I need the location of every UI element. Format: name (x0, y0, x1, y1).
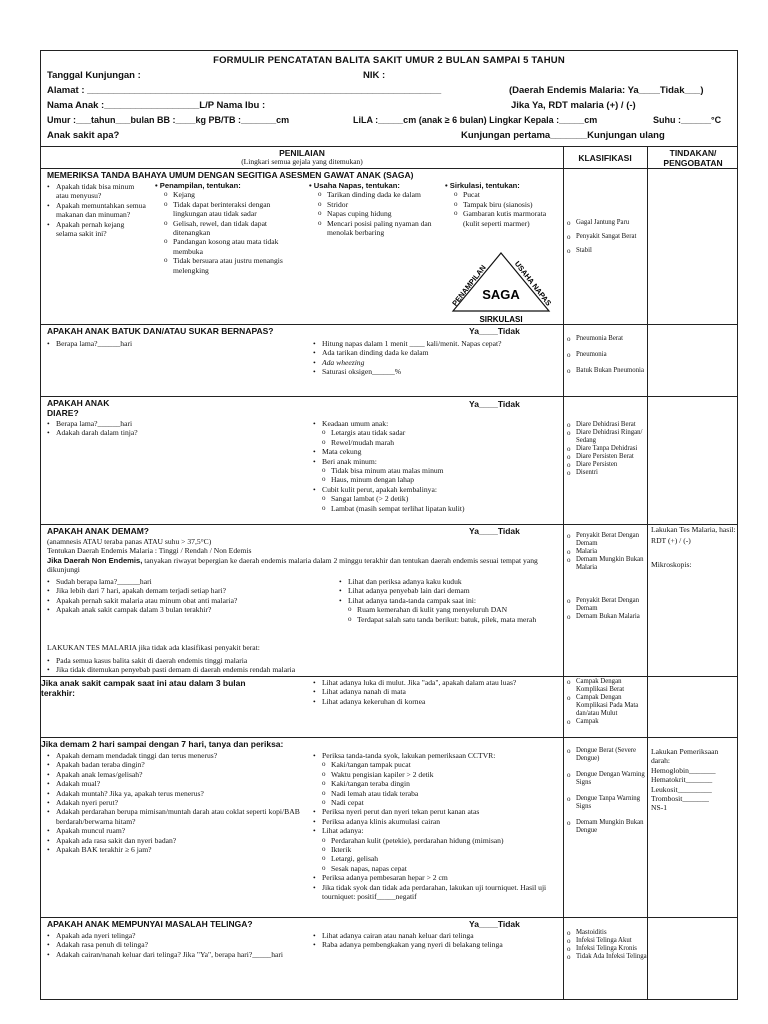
penilaian-header: PENILAIAN (279, 148, 325, 158)
saga-triangle-diagram (441, 247, 559, 325)
list-item: • Lihat adanya cairan atau nanah keluar dari telinga (313, 931, 557, 940)
triangle-label-sirkulasi: SIRKULASI (479, 315, 523, 324)
list-item: • Apakah tidak bisa minum atau menyusu? (47, 182, 147, 201)
list-item: • Hitung napas dalam 1 menit ____ kali/menit. Napas cepat? (313, 339, 553, 348)
list-item: • Berapa lama?______hari (47, 419, 297, 428)
ns1-field[interactable]: NS-1 (651, 803, 668, 813)
dengue-checks (313, 751, 557, 902)
list-item: • Apakah pernah sakit malaria atau minum obat anti malaria? (47, 596, 309, 605)
list-item: o Tidak Ada Infeksi Telinga (567, 953, 647, 961)
list-item: • Lihat adanya nanah di mata (313, 687, 557, 696)
batuk-heading: APAKAH ANAK BATUK DAN/ATAU SUKAR BERNAPAS? (47, 326, 274, 336)
dengue-questions (47, 751, 309, 854)
list-item: o Diare Tanpa Dehidrasi (567, 445, 647, 453)
dengue-tindakan (651, 747, 737, 813)
list-item: • Apakah badan teraba dingin? (47, 760, 309, 769)
list-item: o Tidak bisa minum atau malas minum (322, 466, 553, 475)
list-item: o Gagal Jantung Paru (567, 219, 647, 227)
list-item: o Diare Dehidrasi Ringan/ Sedang (567, 429, 647, 445)
list-item: o Sangat lambat (> 2 detik) (322, 494, 553, 503)
list-item: • Apakah memuntahkan semua makanan dan minuman? (47, 201, 147, 220)
row-divider (41, 737, 737, 738)
saga-klasifikasi (567, 219, 647, 255)
list-item: • Apakah demam mendadak tinggi dan terus menerus? (47, 751, 309, 760)
list-item: o Dengue Berat (Severe Dengue) (567, 747, 647, 763)
alamat-field[interactable]: Alamat : ___________________________________________________________________ (47, 85, 442, 96)
kunjungan-field[interactable]: Kunjungan pertama_______Kunjungan ulang (461, 130, 665, 141)
rdt-result[interactable]: RDT (+) / (-) (651, 536, 691, 546)
list-item: • Apakah anak sakit campak dalam 3 bulan terakhir? (47, 605, 309, 614)
list-item: • Periksa tanda-tanda syok, lakukan pemeriksaan CCTVR: (313, 751, 557, 760)
list-item: • Lihat adanya luka di mulut. Jika "ada", apakah dalam atau luas? (313, 678, 557, 687)
list-item: • Lihat dan periksa adanya kaku kuduk (339, 577, 557, 586)
list-item: • Saturasi oksigen______% (313, 367, 553, 376)
list-item: o Perdarahan kulit (petekie), perdarahan hidung (mimisan) (322, 836, 557, 845)
form-title: FORMULIR PENCATATAN BALITA SAKIT UMUR 2 BULAN SAMPAI 5 TAHUN (213, 55, 565, 66)
list-item: o Stridor (318, 200, 439, 209)
list-item: o Diare Dehidrasi Berat (567, 421, 647, 429)
list-item: o Pucat (454, 190, 559, 199)
list-item: • Adakah nyeri perut? (47, 798, 309, 807)
campak-klasifikasi (567, 678, 647, 726)
list-item: • Lihat adanya penyebab lain dari demam (339, 586, 557, 595)
demam-line-3-bold: Jika Daerah Non Endemis, (47, 556, 143, 565)
diare-klasifikasi (567, 421, 647, 477)
saga-heading: MEMERIKSA TANDA BAHAYA UMUM DENGAN SEGITIGA ASESMEN GAWAT ANAK (SAGA) (47, 170, 414, 180)
list-item: o Infeksi Telinga Akut (567, 937, 647, 945)
campak-heading: Jika anak sakit campak saat ini atau dalam 3 bulan terakhir: (41, 678, 246, 698)
telinga-klasifikasi (567, 929, 647, 961)
list-item: o Rewel/mudah marah (322, 438, 553, 447)
batuk-ya-tidak[interactable]: Ya____Tidak (469, 326, 520, 336)
row-divider (41, 917, 737, 918)
col-divider-2 (647, 146, 648, 999)
list-item: o Waktu pengisian kapiler > 2 detik (322, 770, 557, 779)
list-item: o Kejang (164, 190, 295, 199)
penilaian-subheader: (Lingkari semua gejala yang ditemukan) (241, 157, 363, 166)
hemoglobin-field[interactable]: Hemoglobin_______ (651, 765, 716, 775)
list-item: o Gelisah, rewel, dan tidak dapat ditenangkan (164, 219, 295, 238)
demam-checks (339, 577, 557, 624)
batuk-klasifikasi (567, 335, 647, 375)
list-item: • Apakah BAK terakhir ≥ 6 jam? (47, 845, 309, 854)
demam-heading: APAKAH ANAK DEMAM? (47, 526, 149, 536)
triangle-label-penampilan: PENAMPILAN (450, 263, 488, 308)
diare-questions (47, 419, 297, 438)
trombosit-field[interactable]: Trombosit_______ (651, 794, 709, 804)
tindakan-header: TINDAKAN/ PENGOBATAN (663, 148, 723, 168)
list-item: o Ruam kemerahan di kulit yang menyeluruh DAN (348, 605, 557, 614)
nik-field[interactable]: NIK : (363, 70, 386, 81)
telinga-ya-tidak[interactable]: Ya____Tidak (469, 919, 520, 929)
row-divider (41, 676, 737, 677)
row-divider (41, 324, 737, 325)
list-item: • Sudah berapa lama?______hari (47, 577, 309, 586)
list-item: o Napas cuping hidung (318, 209, 439, 218)
tes-malaria-list (47, 656, 557, 675)
sirkulasi-heading: • Sirkulasi, tentukan: (445, 181, 520, 190)
list-item: • Jika tidak ditemukan penyebab pasti demam di daerah endemis rendah malaria (47, 665, 557, 674)
list-item: o Kaki/tangan tampak pucat (322, 760, 557, 769)
leukosit-field[interactable]: Leukosit_________ (651, 784, 712, 794)
demam-klasifikasi-2 (567, 597, 647, 621)
list-item: o Demam Mungkin Bukan Malaria (567, 556, 647, 572)
triangle-label-usaha-napas: USAHA NAPAS (512, 259, 554, 308)
list-item: • Adakah mual? (47, 779, 309, 788)
list-item: • Apakah muncul ruam? (47, 826, 309, 835)
list-item: o Nadi cepat (322, 798, 557, 807)
anak-sakit-apa-field[interactable]: Anak sakit apa? (47, 130, 120, 141)
telinga-checks (313, 931, 557, 950)
list-item: o Tidak dapat berinteraksi dengan lingkungan atau tidak sadar (164, 200, 295, 219)
list-item: o Gambaran kutis marmorata (kulit seperti marmer) (454, 209, 559, 228)
suhu-field[interactable]: Suhu :______°C (653, 115, 722, 125)
list-item: • Lihat adanya kekeruhan di kornea (313, 697, 557, 706)
demam-questions (47, 577, 309, 615)
hematokrit-field[interactable]: Hematokrit_______ (651, 775, 713, 785)
mikroskopis-result[interactable]: Mikroskopis: (651, 559, 692, 569)
list-item: • Mata cekung (313, 447, 553, 456)
list-item: o Penyakit Berat Dengan Demam (567, 532, 647, 548)
list-item: o Tampak biru (sianosis) (454, 200, 559, 209)
triangle-label-saga: SAGA (482, 287, 520, 302)
list-item: • Adakah perdarahan berupa mimisan/muntah darah atau coklat seperti kopi/BAB berdarah/berwarna hitam? (47, 807, 309, 826)
dengue-klasifikasi (567, 747, 647, 835)
col-divider-1 (563, 146, 564, 999)
list-item: o Tarikan dinding dada ke dalam (318, 190, 439, 199)
list-item: • Periksa nyeri perut dan nyeri tekan perut kanan atas (313, 807, 557, 816)
usaha-napas-group (309, 181, 439, 237)
list-item: o Mencari posisi paling nyaman dan menolak berbaring (318, 219, 439, 238)
list-item: o Mastoiditis (567, 929, 647, 937)
list-item: o Demam Bukan Malaria (567, 613, 647, 621)
demam-ya-tidak[interactable]: Ya____Tidak (469, 526, 520, 536)
list-item: • Ada tarikan dinding dada ke dalam (313, 348, 553, 357)
campak-checks (313, 678, 557, 706)
umur-bb-pb-field[interactable]: Umur :___tahun___bulan BB :____kg PB/TB :_______cm (47, 115, 290, 125)
demam-line-3-text: tanyakan riwayat bepergian ke daerah endemis malaria dalam 2 minggu terakhir dan tentukan daerah endemis sesuai tempat yang dikunjungi (47, 556, 538, 575)
header-bottom-border (41, 168, 737, 169)
diare-ya-tidak[interactable]: Ya____Tidak (469, 399, 520, 409)
list-item: o Stabil (567, 247, 647, 255)
list-item: o Pneumonia Berat (567, 335, 647, 343)
list-item: o Disentri (567, 469, 647, 477)
list-item: • Cubit kulit perut, apakah kembalinya: (313, 485, 553, 494)
list-item: o Sesak napas, napas cepat (322, 864, 557, 873)
list-item: • Periksa adanya pembesaran hepar > 2 cm (313, 873, 557, 882)
telinga-heading: APAKAH ANAK MEMPUNYAI MASALAH TELINGA? (47, 919, 253, 929)
list-item: o Pneumonia (567, 351, 647, 359)
list-item: o Infeksi Telinga Kronis (567, 945, 647, 953)
tes-malaria-line: LAKUKAN TES MALARIA jika tidak ada klasifikasi penyakit berat: (47, 643, 260, 652)
sirkulasi-group (445, 181, 559, 228)
list-item: • Berapa lama?______hari (47, 339, 297, 348)
telinga-questions (47, 931, 309, 959)
diare-heading: APAKAH ANAK DIARE? (47, 398, 110, 418)
lila-lingkar-kepala-field[interactable]: LiLA :_____cm (anak ≥ 6 bulan) Lingkar Kepala :_____cm (353, 115, 598, 125)
form-page (40, 50, 738, 1000)
klasifikasi-header: KLASIFIKASI (578, 153, 632, 163)
demam-line-3 (47, 556, 547, 575)
list-item: o Haus, minum dengan lahap (322, 475, 553, 484)
list-item: o Malaria (567, 548, 647, 556)
list-item: • Adakah rasa penuh di telinga? (47, 940, 309, 949)
list-item: o Ikterik (322, 845, 557, 854)
list-item: • Adakah cairan/nanah keluar dari telinga? Jika "Ya", berapa hari?_____hari (47, 950, 309, 959)
list-item: • Jika lebih dari 7 hari, apakah demam terjadi setiap hari? (47, 586, 309, 595)
list-item: • Lihat adanya tanda-tanda campak saat ini: (339, 596, 557, 605)
dengue-heading: Jika demam 2 hari sampai dengan 7 hari, tanya dan periksa: (41, 739, 284, 749)
list-item: o Dengue Tanpa Warning Signs (567, 795, 647, 811)
list-item: • Pada semua kasus balita sakit di daerah endemis tinggi malaria (47, 656, 557, 665)
list-item: o Letargis atau tidak sadar (322, 428, 553, 437)
penampilan-heading: • Penampilan, tentukan: (155, 181, 241, 190)
list-item: • Periksa adanya klinis akumulasi cairan (313, 817, 557, 826)
demam-klasifikasi-1 (567, 532, 647, 572)
list-item: o Campak (567, 718, 647, 726)
list-item: o Pandangan kosong atau mata tidak membuka (164, 237, 295, 256)
list-item: o Penyakit Berat Dengan Demam (567, 597, 647, 613)
list-item: o Terdapat salah satu tanda berikut: batuk, pilek, mata merah (348, 615, 557, 624)
table-top-border (41, 146, 737, 147)
list-item: • Raba adanya pembengkakan yang nyeri di belakang telinga (313, 940, 557, 949)
demam-line-2: Tentukan Daerah Endemis Malaria : Tinggi / Rendah / Non Edemis (47, 546, 252, 555)
list-item: o Campak Dengan Komplikasi Pada Mata dan/atau Mulut (567, 694, 647, 718)
list-item: • Keadaan umum anak: (313, 419, 553, 428)
tanggal-kunjungan-field[interactable]: Tanggal Kunjungan : (47, 70, 141, 81)
penampilan-group (155, 181, 295, 275)
list-item: o Nadi lemah atau tidak teraba (322, 789, 557, 798)
saga-questions (47, 182, 147, 238)
batuk-checks (313, 339, 553, 377)
list-item: • Lihat adanya: (313, 826, 557, 835)
pemeriksaan-darah-label: Lakukan Pemeriksaan darah: (651, 747, 719, 766)
rdt-malaria-field[interactable]: Jika Ya, RDT malaria (+) / (-) (511, 100, 636, 111)
list-item: o Tidak bersuara atau justru menangis melengking (164, 256, 295, 275)
tes-malaria-hasil[interactable]: Lakukan Tes Malaria, hasil: (651, 525, 736, 534)
list-item: • Apakah anak lemas/gelisah? (47, 770, 309, 779)
list-item: • Apakah pernah kejang selama sakit ini? (47, 220, 147, 239)
demam-line-1: (anamnesis ATAU teraba panas ATAU suhu > 37,5°C) (47, 537, 212, 546)
list-item: o Lambat (masih sempat terlihat lipatan kulit) (322, 504, 553, 513)
diare-checks (313, 419, 553, 513)
endemis-malaria-field[interactable]: (Daerah Endemis Malaria: Ya____Tidak___) (509, 85, 704, 96)
list-item: o Penyakit Sangat Berat (567, 233, 647, 241)
list-item: o Diare Persisten (567, 461, 647, 469)
list-item: o Batuk Bukan Pneumonia (567, 367, 647, 375)
list-item: • Apakah ada nyeri telinga? (47, 931, 309, 940)
list-item: o Kaki/tangan teraba dingin (322, 779, 557, 788)
list-item: • Adakah muntah? Jika ya, apakah terus menerus? (47, 789, 309, 798)
list-item: o Diare Persisten Berat (567, 453, 647, 461)
list-item: o Campak Dengan Komplikasi Berat (567, 678, 647, 694)
row-divider (41, 524, 737, 525)
list-item: o Dengue Dengan Warning Signs (567, 771, 647, 787)
list-item: o Letargi, gelisah (322, 854, 557, 863)
row-divider (41, 396, 737, 397)
list-item: • Beri anak minum: (313, 457, 553, 466)
batuk-questions (47, 339, 297, 348)
nama-anak-field[interactable]: Nama Anak :__________________L/P Nama Ibu : (47, 100, 266, 111)
list-item: • Apakah ada rasa sakit dan nyeri badan? (47, 836, 309, 845)
list-item: • Adakah darah dalam tinja? (47, 428, 297, 437)
list-item: • Jika tidak syok dan tidak ada perdarahan, lakukan uji tourniquet. Hasil uji tourniquet: positif_____negatif (313, 883, 557, 902)
list-item: • Ada wheezing (313, 358, 553, 367)
list-item: o Demam Mungkin Bukan Dengue (567, 819, 647, 835)
usaha-napas-heading: • Usaha Napas, tentukan: (309, 181, 400, 190)
demam-tindakan (651, 525, 737, 569)
